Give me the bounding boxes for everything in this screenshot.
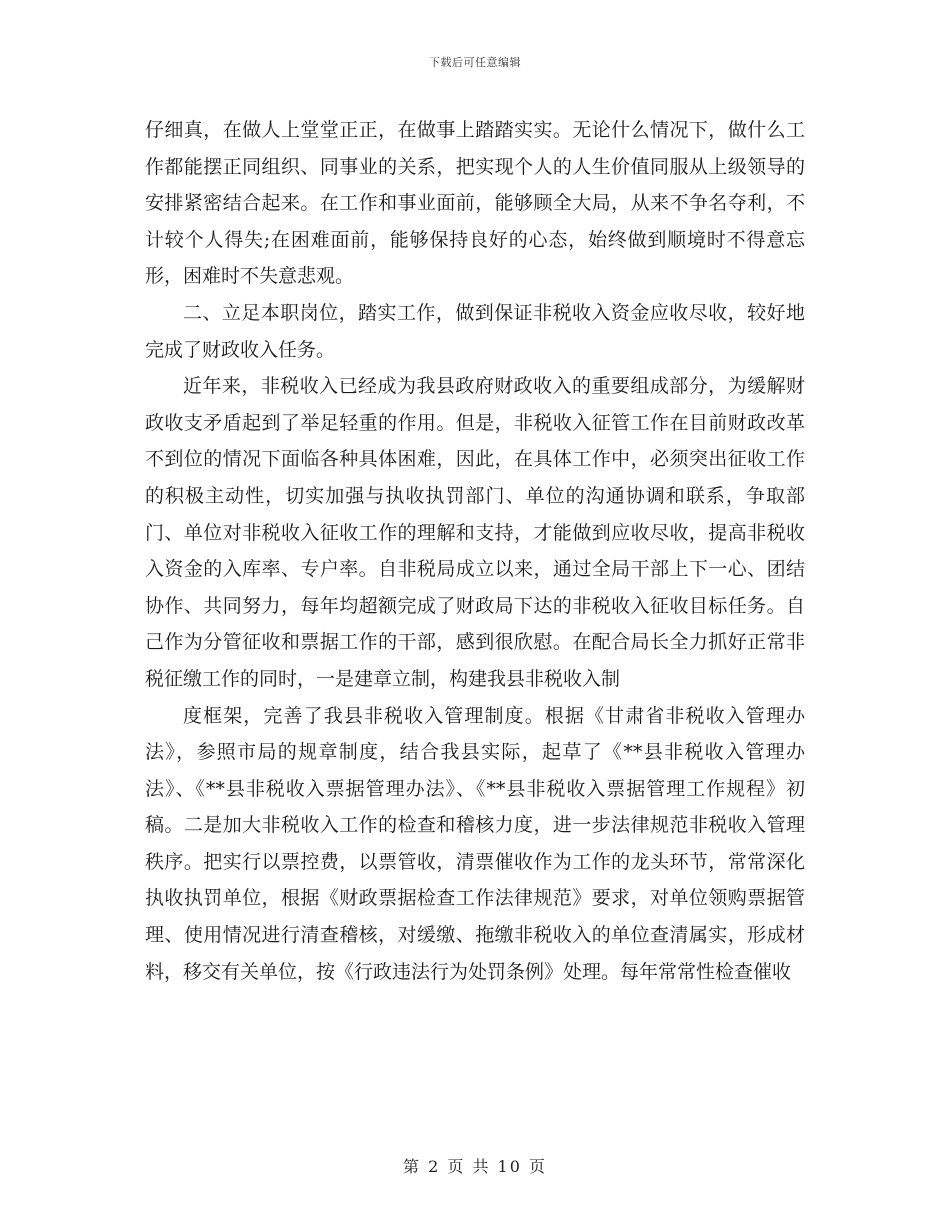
document-body [145, 112, 805, 990]
paragraph-3: 近年来，非税收入已经成为我县政府财政收入的重要组成部分，为缓解财政收支矛盾起到了举足轻重的作用。但是，非税收入征管工作在目前财政改革不到位的情况下面临各种具体困难，因此，在具体工作中，必须突出征收工作的积极主动性，切实加强与执收执罚部门、单位的沟通协调和联系，争取部门、单位对非税收入征收工作的理解和支持，才能做到应收尽收，提高非税收入资金的入库率、专户率。自非税局成立以来，通过全局干部上下一心、团结协作、共同努力，每年均超额完成了财政局下达的非税收入征收目标任务。自己作为分管征收和票据工作的干部，感到很欣慰。在配合局长全力抓好正常非税征缴工作的同时，一是建章立制，构建我县非税收入制 [145, 375, 805, 690]
header-note: 下载后可任意编辑 [429, 56, 521, 69]
paragraph-1: 仔细真，在做人上堂堂正正，在做事上踏踏实实。无论什么情况下，做什么工作都能摆正同组织、同事业的关系，把实现个人的人生价值同服从上级领导的安排紧密结合起来。在工作和事业面前，能够顾全大局，从来不争名夺利，不计较个人得失;在困难面前，能够保持良好的心态，始终做到顺境时不得意忘形，困难时不失意悲观。 [145, 119, 805, 288]
paragraph-2: 二、立足本职岗位，踏实工作，做到保证非税收入资金应收尽收，较好地完成了财政收入任务。 [145, 301, 805, 361]
paragraph-4: 度框架，完善了我县非税收入管理制度。根据《甘肃省非税收入管理办法》，参照市局的规章制度，结合我县实际，起草了《**县非税收入管理办法》、《**县非税收入票据管理办法》、《**县非税收入票据管理工作规程》初稿。二是加大非税收入工作的检查和稽核力度，进一步法律规范非税收入管理秩序。把实行以票控费，以票管收，清票催收作为工作的龙头环节，常常深化执收执罚单位，根据《财政票据检查工作法律规范》要求，对单位领购票据管理、使用情况进行清查稽核，对缓缴、拖缴非税收入的单位查清属实，形成材料，移交有关单位，按《行政违法行为处罚条例》处理。每年常常性检查催收 [145, 704, 805, 983]
page-number: 第 2 页 共 10 页 [403, 1157, 547, 1176]
